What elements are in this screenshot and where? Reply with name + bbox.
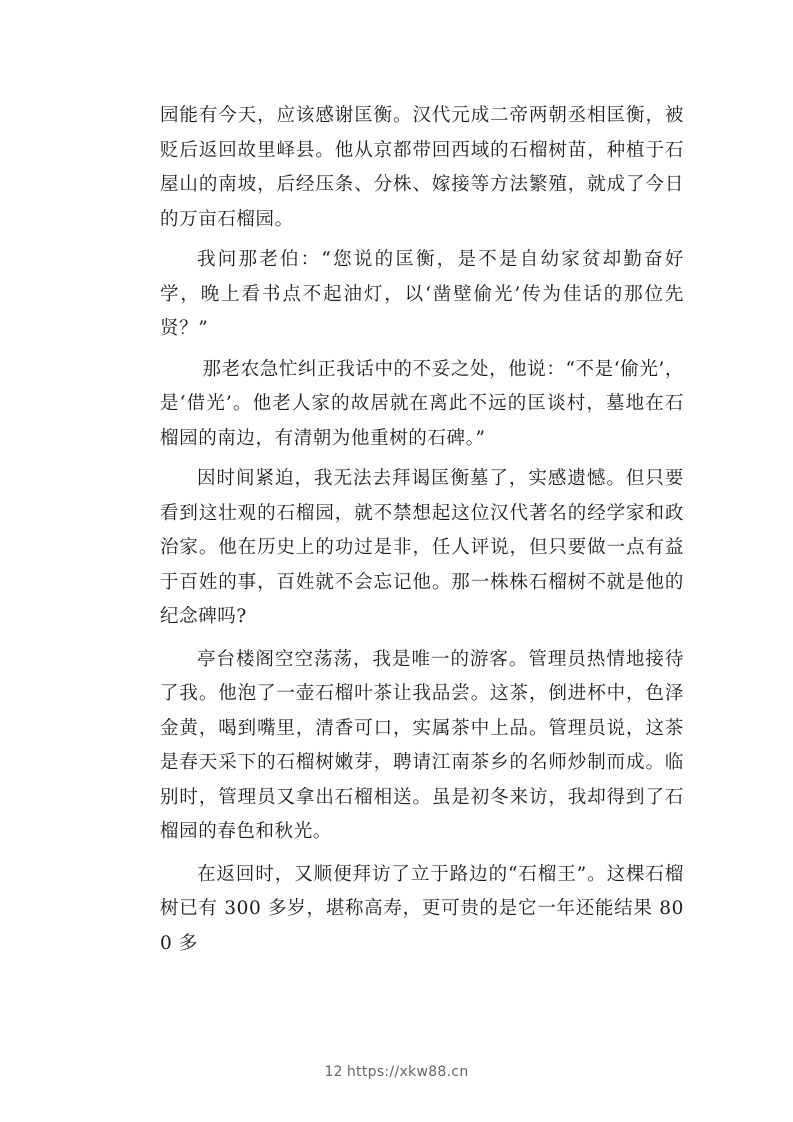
- paragraph-5: 亭台楼阁空空荡荡，我是唯一的游客。管理员热情地接待了我。他泡了一壶石榴叶茶让我品尝。这茶，倒进杯中，色泽金黄，喝到嘴里，清香可口，实属茶中上品。管理员说，这茶是春天采下的石榴树嫩芽，聘请江南茶乡的名师炒制而成。临别时，管理员又拿出石榴相送。虽是初冬来访，我却得到了石榴园的春色和秋光。: [160, 648, 684, 842]
- body-text: [160, 99, 684, 961]
- footer-url[interactable]: https://xkw88.cn: [346, 1064, 469, 1080]
- page-number: 12: [324, 1064, 343, 1080]
- paragraph-6: 在返回时，又顺便拜访了立于路边的“石榴王”。这棵石榴树已有 300 多岁，堪称高寿，更可贵的是它一年还能结果 800 多: [160, 863, 684, 954]
- paragraph-2: 我问那老伯：“您说的匡衡，是不是自幼家贫却勤奋好学，晚上看书点不起油灯，以‘凿壁偷光’传为佳话的那位先贤？”: [160, 249, 684, 339]
- paragraph-3: 那老农急忙纠正我话中的不妥之处，他说：“不是‘偷光’，是‘借光’。他老人家的故居就在离此不远的匡谈村，墓地在石榴园的南边，有清朝为他重树的石碑。”: [160, 358, 684, 449]
- page-footer: [0, 1064, 793, 1080]
- paragraph-4: 因时间紧迫，我无法去拜谒匡衡墓了，实感遗憾。但只要看到这壮观的石榴园，就不禁想起这位汉代著名的经学家和政治家。他在历史上的功过是非，任人评说，但只要做一点有益于百姓的事，百姓就不会忘记他。那一株株石榴树不就是他的纪念碑吗?: [160, 468, 684, 627]
- paragraph-1: 园能有今天，应该感谢匡衡。汉代元成二帝两朝丞相匡衡，被贬后返回故里峄县。他从京都带回西域的石榴树苗，种植于石屋山的南坡，后经压条、分株、嫁接等方法繁殖，就成了今日的万亩石榴园。: [160, 105, 684, 230]
